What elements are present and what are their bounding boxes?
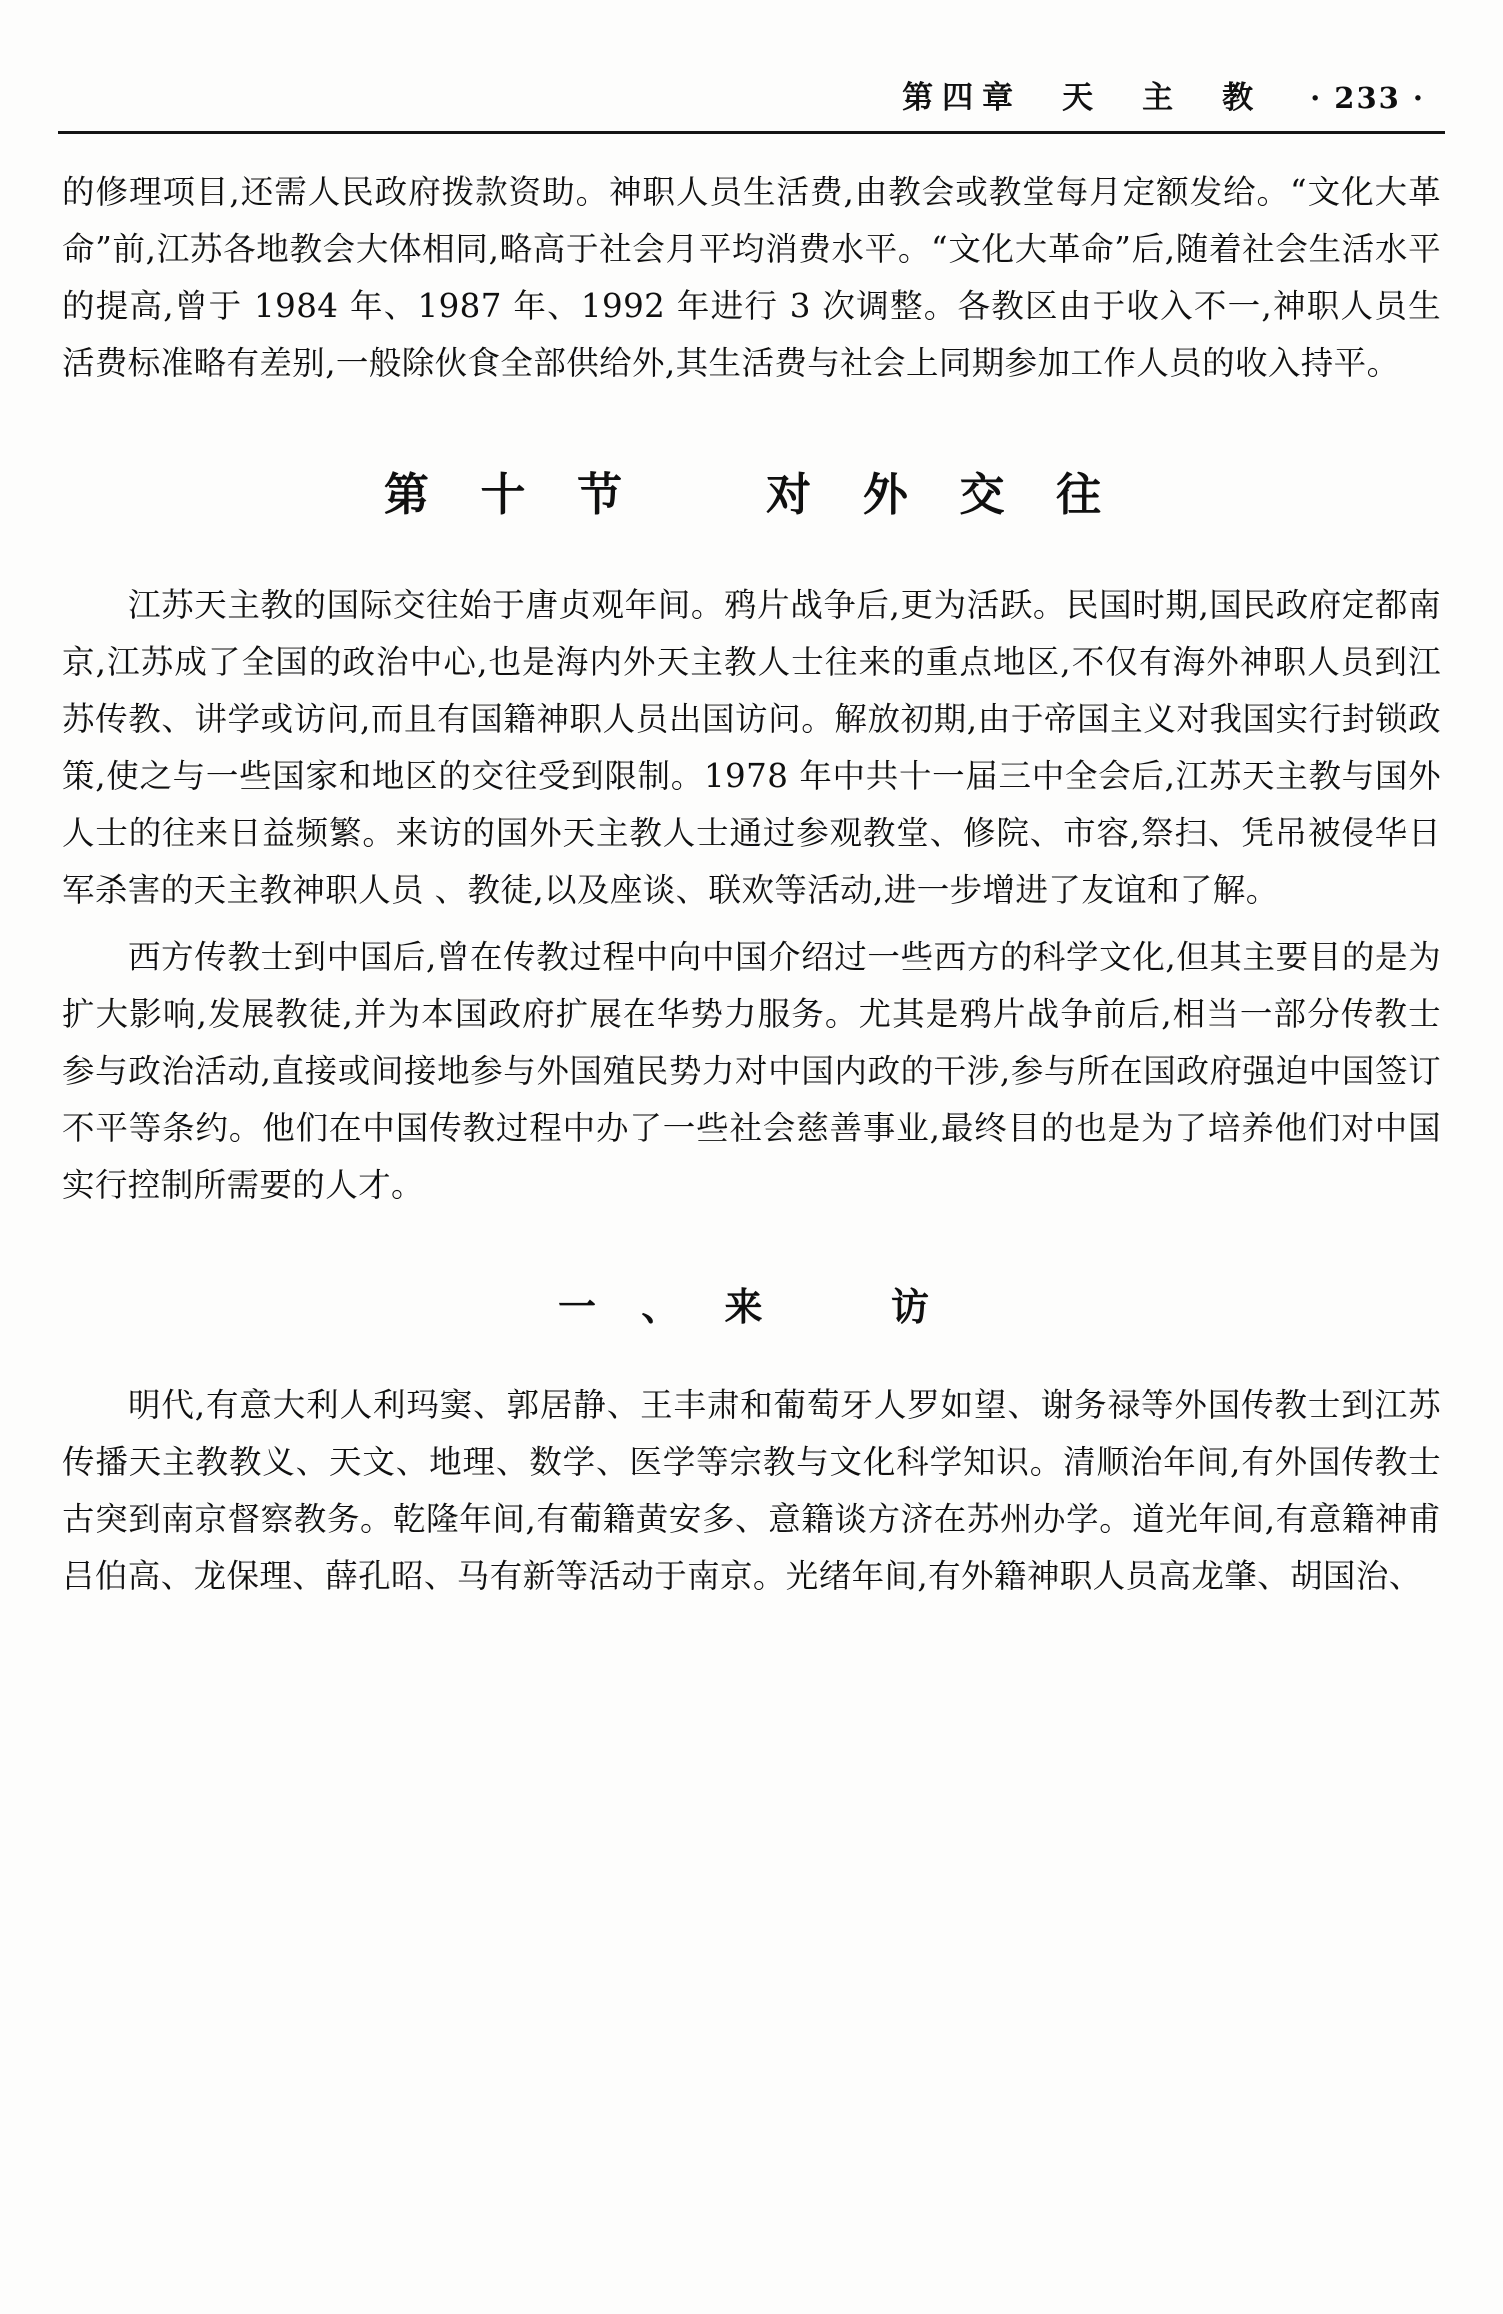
- page-number: · 233 ·: [1310, 81, 1425, 115]
- paragraph-gap: [62, 919, 1441, 929]
- page-header: [0, 0, 1503, 117]
- subsection-heading: 一 、 来 访: [558, 1284, 945, 1329]
- paragraph-2: 西方传教士到中国后,曾在传教过程中向中国介绍过一些西方的科学文化,但其主要目的是为扩大影响,发展教徒,并为本国政府扩展在华势力服务。尤其是鸦片战争前后,相当一部分传教士参与政治活动,直接或间接地参与外国殖民势力对中国内政的干涉,参与所在国政府强迫中国签订不平等条约。他们在中国传教过程中办了一些社会慈善事业,最终目的也是为了培养他们对中国实行控制所需要的人才。: [62, 938, 1441, 1204]
- section-heading: 第 十 节 对 外 交 往: [383, 468, 1120, 521]
- page-body: [0, 134, 1503, 1645]
- paragraph-3: 明代,有意大利人利玛窦、郭居静、王丰肃和葡萄牙人罗如望、谢务禄等外国传教士到江苏传播天主教教义、天文、地理、数学、医学等宗教与文化科学知识。清顺治年间,有外国传教士古突到南京督察教务。乾隆年间,有葡籍黄安多、意籍谈方济在苏州办学。道光年间,有意籍神甫吕伯高、龙保理、薛孔昭、马有新等活动于南京。光绪年间,有外籍神职人员高龙肇、胡国治、: [62, 1386, 1441, 1595]
- paragraph-continued: 的修理项目,还需人民政府拨款资助。神职人员生活费,由教会或教堂每月定额发给。“文化大革命”前,江苏各地教会大体相同,略高于社会月平均消费水平。“文化大革命”后,随着社会生活水平的提高,曾于 1984 年、1987 年、1992 年进行 3 次调整。各教区由于收入不一,神职人员生活费标准略有差别,一般除伙食全部供给外,其生活费与社会上同期参加工作人员的收入持平。: [62, 173, 1441, 382]
- paragraph-1: 江苏天主教的国际交往始于唐贞观年间。鸦片战争后,更为活跃。民国时期,国民政府定都南京,江苏成了全国的政治中心,也是海内外天主教人士往来的重点地区,不仅有海外神职人员到江苏传教、讲学或访问,而且有国籍神职人员出国访问。解放初期,由于帝国主义对我国实行封锁政策,使之与一些国家和地区的交往受到限制。1978 年中共十一届三中全会后,江苏天主教与国外人士的往来日益频繁。来访的国外天主教人士通过参观教堂、修院、市容,祭扫、凭吊被侵华日军杀害的天主教神职人员 、教徒,以及座谈、联欢等活动,进一步增进了友谊和了解。: [62, 586, 1441, 909]
- header-chapter-title: 第四章 天 主 教: [902, 80, 1263, 116]
